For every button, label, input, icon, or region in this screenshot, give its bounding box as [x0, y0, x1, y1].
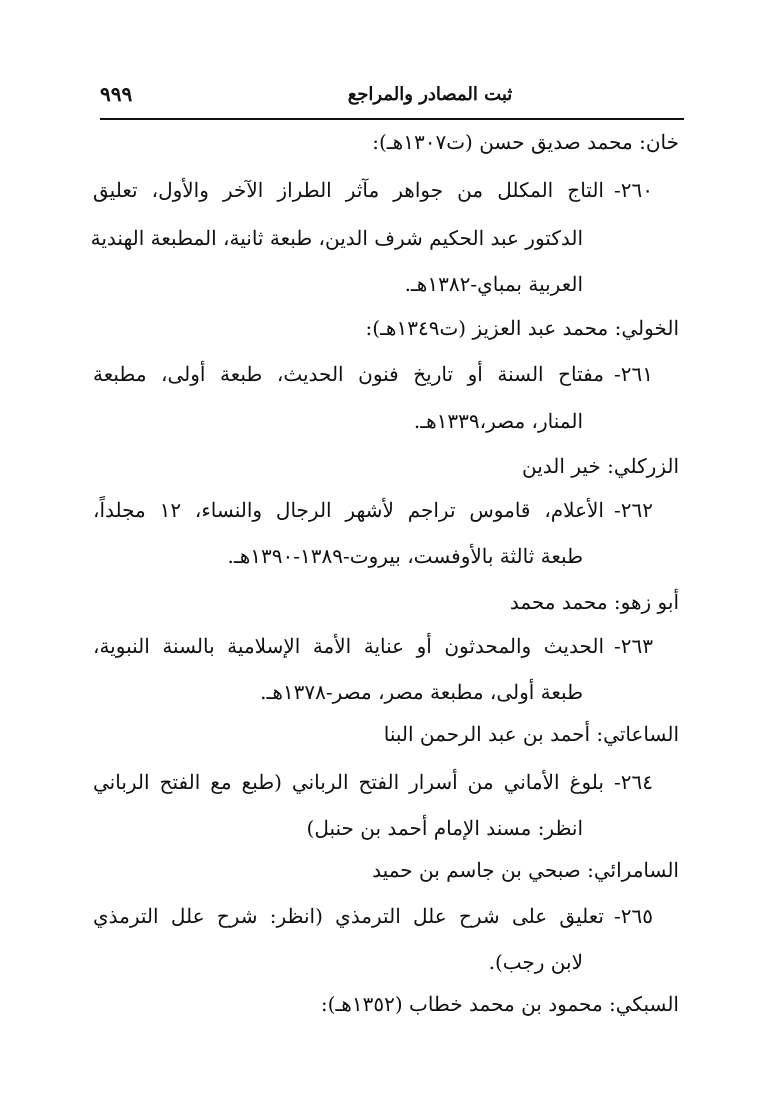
- entry-number: ٢٦٥-: [614, 904, 653, 928]
- entry-number: ٢٦٣-: [614, 634, 653, 658]
- entry-text: التاج المكلل من جواهر مآثر الطراز الآخر والأول، تعليق: [93, 178, 604, 202]
- author-heading: الخولي: محمد عبد العزيز (ت١٣٤٩هـ):: [365, 316, 679, 340]
- author-heading: أبو زهو: محمد محمد: [509, 590, 679, 614]
- entry-text: الحديث والمحدثون أو عناية الأمة الإسلامية بالسنة النبوية،: [93, 634, 604, 658]
- entry-number: ٢٦٠-: [614, 178, 653, 202]
- author-heading: السامرائي: صبحي بن جاسم بن حميد: [372, 858, 679, 882]
- page-header: [100, 78, 684, 120]
- entry-line: طبعة أولى، مطبعة مصر، مصر-١٣٧٨هـ.: [260, 680, 583, 704]
- entry-text: الأعلام، قاموس تراجم لأشهر الرجال والنساء، ١٢ مجلداً،: [93, 498, 604, 522]
- entry-text: مفتاح السنة أو تاريخ فنون الحديث، طبعة أولى، مطبعة: [93, 362, 604, 386]
- author-heading: السبكي: محمود بن محمد خطاب (١٣٥٢هـ):: [320, 992, 679, 1016]
- entry-line: لابن رجب).: [488, 950, 583, 974]
- running-title: ثبت المصادر والمراجع: [347, 84, 513, 105]
- entry-line: [93, 768, 653, 796]
- entry-line: انظر: مسند الإمام أحمد بن حنبل): [306, 816, 583, 840]
- entry-line: [93, 632, 653, 660]
- entry-line: [93, 496, 653, 524]
- entry-line: [93, 902, 653, 930]
- entry-number: ٢٦١-: [614, 362, 653, 386]
- entry-line: العربية بمباي-١٣٨٢هـ.: [404, 272, 583, 296]
- author-heading: الساعاتي: أحمد بن عبد الرحمن البنا: [383, 722, 679, 746]
- entry-line: المنار، مصر،١٣٣٩هـ.: [413, 409, 583, 433]
- entry-text: تعليق على شرح علل الترمذي (انظر: شرح علل الترمذي: [93, 904, 604, 928]
- entry-line: [93, 360, 653, 388]
- entry-text: بلوغ الأماني من أسرار الفتح الرباني (طبع مع الفتح الرباني: [93, 770, 604, 794]
- entry-line: طبعة ثالثة بالأوفست، بيروت-١٣٨٩-١٣٩٠هـ.: [227, 544, 583, 568]
- page-number: ٩٩٩: [100, 82, 133, 106]
- entry-number: ٢٦٤-: [614, 770, 653, 794]
- author-heading: خان: محمد صديق حسن (ت١٣٠٧هـ):: [372, 130, 679, 154]
- entry-number: ٢٦٢-: [614, 498, 653, 522]
- entry-line: [93, 176, 653, 204]
- entry-line: الدكتور عبد الحكيم شرف الدين، طبعة ثانية، المطبعة الهندية: [90, 226, 583, 250]
- author-heading: الزركلي: خير الدين: [522, 454, 679, 478]
